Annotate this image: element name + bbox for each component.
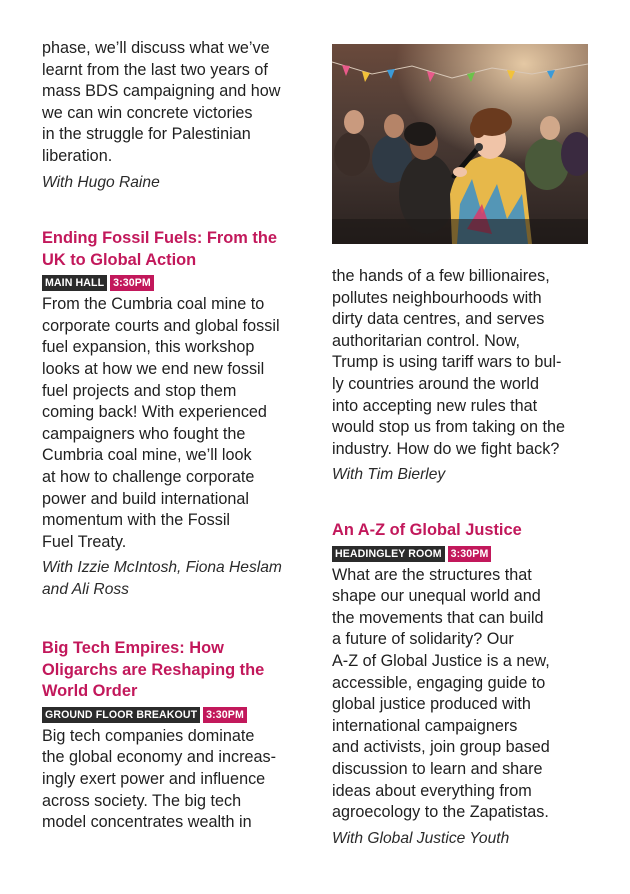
session-title: Ending Fossil Fuels: From the [42, 229, 277, 247]
text-line: model concentrates wealth in [42, 813, 252, 832]
session-big-tech [42, 638, 304, 834]
text-line: Big tech companies dominate [42, 726, 255, 745]
text-line: corporate courts and global fossil [42, 316, 280, 335]
event-photo-image [332, 44, 588, 244]
time-tag: 3:30PM [203, 707, 247, 723]
time-tag: 3:30PM [448, 546, 492, 562]
speaker-byline: With Hugo Raine [42, 173, 160, 191]
session-title: World Order [42, 682, 138, 701]
text-line: liberation. [42, 146, 113, 165]
text-line: the global economy and increas- [42, 748, 276, 767]
text-line: accessible, engaging guide to [332, 673, 546, 692]
room-tag: HEADINGLEY ROOM [332, 546, 445, 562]
text-line: would stop us from taking on the [332, 418, 566, 437]
text-line: momentum with the Fossil [42, 511, 231, 530]
text-line: a future of solidarity? Our [332, 630, 514, 649]
speaker-byline: With Tim Bierley [332, 466, 446, 484]
text-line: across society. The big tech [42, 791, 242, 810]
speaker-byline: With Global Justice Youth [332, 829, 510, 847]
text-line: industry. How do we fight back? [332, 439, 560, 458]
text-line: Cumbria coal mine, we’ll look [42, 446, 252, 465]
session-az-global-justice [332, 520, 594, 849]
text-line: fuel expansion, this workshop [42, 338, 255, 357]
text-line: global justice produced with [332, 695, 531, 714]
session-tags [332, 546, 594, 562]
big-tech-continued-text [332, 266, 594, 486]
text-line: ly countries around the world [332, 374, 539, 393]
text-line: pollutes neighbourhoods with [332, 288, 542, 307]
text-line: in the struggle for Palestinian [42, 125, 251, 144]
text-line: fuel projects and stop them [42, 381, 237, 400]
text-line: agroecology to the Zapatistas. [332, 803, 549, 822]
text-line: looks at how we end new fossil [42, 359, 265, 378]
text-line: learnt from the last two years of [42, 60, 268, 79]
text-line: we can win concrete victories [42, 103, 253, 122]
text-line: Fuel Treaty. [42, 532, 127, 551]
text-line: phase, we’ll discuss what we’ve [42, 39, 270, 57]
text-line: mass BDS campaigning and how [42, 82, 281, 101]
text-line: ideas about everything from [332, 781, 532, 800]
text-line: shape our unequal world and [332, 587, 541, 606]
text-line: authoritarian control. Now, [332, 331, 521, 350]
text-line: Trump is using tariff wars to bul- [332, 353, 562, 372]
text-line: coming back! With experienced [42, 403, 267, 422]
intro-continued-text [42, 38, 304, 193]
text-line: What are the structures that [332, 565, 532, 584]
text-line: dirty data centres, and serves [332, 310, 545, 329]
speaker-byline: and Ali Ross [42, 580, 129, 598]
event-photo [332, 44, 588, 244]
text-line: From the Cumbria coal mine to [42, 295, 265, 314]
text-line: campaigners who fought the [42, 424, 246, 443]
session-tags [42, 275, 304, 291]
session-tags [42, 707, 304, 723]
session-title: UK to Global Action [42, 250, 197, 269]
speaker-byline: With Izzie McIntosh, Fiona Heslam [42, 559, 282, 577]
text-line: into accepting new rules that [332, 396, 538, 415]
time-tag: 3:30PM [110, 275, 154, 291]
session-title: Oligarchs are Reshaping the [42, 660, 265, 679]
room-tag: GROUND FLOOR BREAKOUT [42, 707, 200, 723]
text-line: and activists, join group based [332, 738, 550, 757]
text-line: power and build international [42, 489, 249, 508]
session-title: Big Tech Empires: How [42, 639, 224, 657]
session-title: An A-Z of Global Justice [332, 521, 522, 539]
text-line: A-Z of Global Justice is a new, [332, 651, 550, 670]
text-line: discussion to learn and share [332, 759, 543, 778]
text-line: the movements that can build [332, 608, 544, 627]
session-fossil-fuels [42, 228, 304, 601]
text-line: ingly exert power and influence [42, 769, 266, 788]
text-line: at how to challenge corporate [42, 467, 255, 486]
text-line: the hands of a few billionaires, [332, 267, 550, 285]
room-tag: MAIN HALL [42, 275, 107, 291]
text-line: international campaigners [332, 716, 518, 735]
